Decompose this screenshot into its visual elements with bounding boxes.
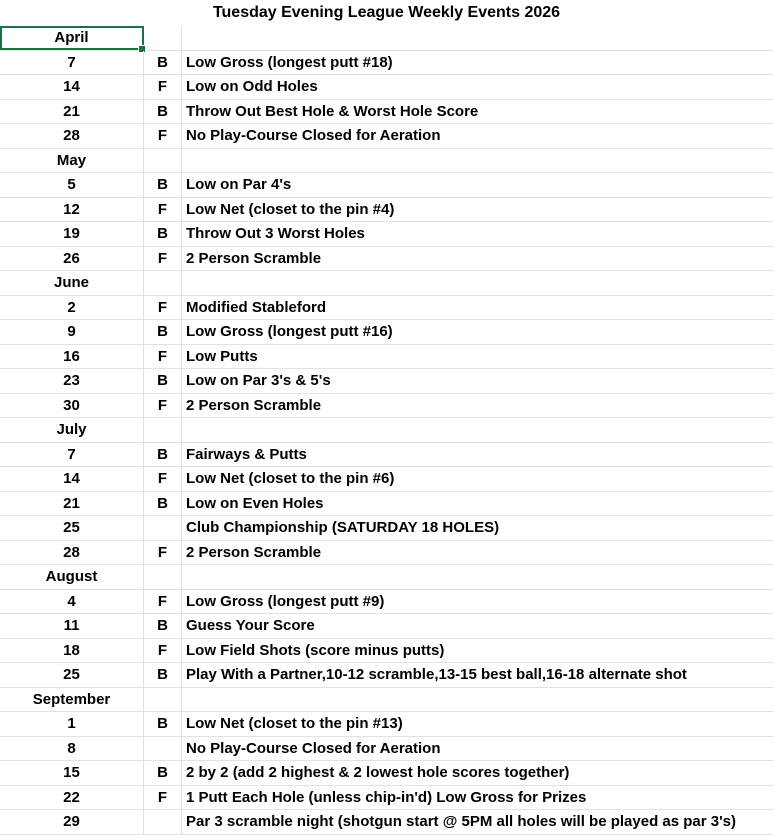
event-row	[0, 443, 773, 468]
front-back-cell[interactable]: B	[144, 100, 182, 124]
event-cell[interactable]: Low Net (closet to the pin #4)	[186, 200, 395, 218]
event-cell[interactable]: 2 Person Scramble	[186, 396, 322, 414]
date-cell[interactable]: 11	[0, 614, 144, 638]
event-cell[interactable]: 2 Person Scramble	[186, 543, 322, 561]
month-row	[0, 565, 773, 590]
event-row	[0, 369, 773, 394]
date-cell[interactable]: 5	[0, 173, 144, 197]
month-cell[interactable]: June	[0, 271, 144, 295]
front-back-cell[interactable]: F	[144, 467, 182, 491]
event-cell[interactable]: Low Gross (longest putt #9)	[186, 592, 385, 610]
event-row	[0, 737, 773, 762]
front-back-cell[interactable]	[144, 26, 182, 50]
date-cell[interactable]: 26	[0, 247, 144, 271]
front-back-cell[interactable]: F	[144, 786, 182, 810]
front-back-cell[interactable]	[144, 418, 182, 442]
month-row	[0, 688, 773, 713]
event-cell[interactable]: Low Gross (longest putt #18)	[186, 53, 393, 71]
front-back-cell[interactable]: B	[144, 712, 182, 736]
front-back-cell[interactable]: B	[144, 173, 182, 197]
front-back-cell[interactable]: F	[144, 124, 182, 148]
event-row	[0, 75, 773, 100]
date-cell[interactable]: 4	[0, 590, 144, 614]
event-row	[0, 590, 773, 615]
sheet-title[interactable]: Tuesday Evening League Weekly Events 2026	[212, 4, 561, 21]
front-back-cell[interactable]: F	[144, 590, 182, 614]
event-cell[interactable]: Low on Odd Holes	[186, 78, 318, 95]
event-row	[0, 467, 773, 492]
event-row	[0, 810, 773, 835]
event-cell[interactable]: Low on Par 3's & 5's	[186, 372, 331, 389]
front-back-cell[interactable]: F	[144, 345, 182, 369]
event-cell[interactable]: No Play-Course Closed for Aeration	[186, 739, 441, 757]
date-cell[interactable]: 25	[0, 663, 144, 687]
event-row	[0, 222, 773, 247]
front-back-cell[interactable]: B	[144, 663, 182, 687]
front-back-cell[interactable]: F	[144, 75, 182, 99]
event-row	[0, 51, 773, 76]
event-row	[0, 541, 773, 566]
date-cell[interactable]: 14	[0, 75, 144, 99]
month-cell[interactable]: September	[0, 688, 144, 712]
month-row	[0, 418, 773, 443]
event-cell[interactable]	[182, 271, 773, 295]
month-row	[0, 271, 773, 296]
month-row	[0, 26, 773, 51]
event-row	[0, 394, 773, 419]
event-cell[interactable]: 2 by 2 (add 2 highest & 2 lowest hole scores together)	[186, 764, 570, 781]
event-cell[interactable]: 2 Person Scramble	[186, 249, 322, 267]
event-cell[interactable]: Throw Out Best Hole & Worst Hole Score	[186, 102, 479, 120]
date-cell[interactable]: 9	[0, 320, 144, 344]
event-row	[0, 516, 773, 541]
event-row	[0, 296, 773, 321]
front-back-cell[interactable]	[144, 688, 182, 712]
event-cell[interactable]: Club Championship (SATURDAY 18 HOLES)	[186, 519, 500, 536]
event-cell[interactable]: Throw Out 3 Worst Holes	[186, 225, 365, 242]
front-back-cell[interactable]: B	[144, 222, 182, 246]
month-cell[interactable]: August	[0, 565, 144, 589]
date-cell[interactable]: 22	[0, 786, 144, 810]
event-cell[interactable]: Guess Your Score	[186, 617, 315, 634]
front-back-cell[interactable]: B	[144, 443, 182, 467]
front-back-cell[interactable]: B	[144, 761, 182, 785]
date-cell[interactable]: 21	[0, 492, 144, 516]
front-back-cell[interactable]	[144, 149, 182, 173]
front-back-cell[interactable]: B	[144, 51, 182, 75]
event-row	[0, 173, 773, 198]
month-row	[0, 149, 773, 174]
event-cell[interactable]: Low on Par 4's	[186, 176, 292, 193]
date-cell[interactable]: 19	[0, 222, 144, 246]
event-row	[0, 712, 773, 737]
front-back-cell[interactable]	[144, 271, 182, 295]
date-cell[interactable]: 28	[0, 541, 144, 565]
event-cell[interactable]	[182, 565, 773, 589]
front-back-cell[interactable]: B	[144, 369, 182, 393]
event-cell[interactable]: Low Gross (longest putt #16)	[186, 323, 393, 340]
front-back-cell[interactable]: F	[144, 296, 182, 320]
event-cell[interactable]: No Play-Course Closed for Aeration	[186, 127, 441, 144]
event-cell[interactable]: 1 Putt Each Hole (unless chip-in'd) Low Gross for Prizes	[186, 788, 587, 806]
event-row	[0, 345, 773, 370]
event-cell[interactable]: Fairways & Putts	[186, 445, 307, 463]
event-cell[interactable]	[182, 688, 773, 712]
event-row	[0, 761, 773, 786]
event-row	[0, 492, 773, 517]
month-cell[interactable]: May	[0, 149, 144, 173]
date-cell[interactable]: 18	[0, 639, 144, 663]
event-row	[0, 247, 773, 272]
date-cell[interactable]: 8	[0, 737, 144, 761]
date-cell[interactable]: 25	[0, 516, 144, 540]
front-back-cell[interactable]: F	[144, 198, 182, 222]
front-back-cell[interactable]: F	[144, 247, 182, 271]
event-row	[0, 198, 773, 223]
event-row	[0, 320, 773, 345]
date-cell[interactable]: 14	[0, 467, 144, 491]
front-back-cell[interactable]	[144, 565, 182, 589]
event-row	[0, 100, 773, 125]
front-back-cell[interactable]: B	[144, 492, 182, 516]
event-cell[interactable]: Low Field Shots (score minus putts)	[186, 641, 445, 659]
date-cell[interactable]: 7	[0, 443, 144, 467]
front-back-cell[interactable]	[144, 737, 182, 761]
event-row	[0, 614, 773, 639]
event-cell[interactable]	[182, 26, 773, 50]
event-cell[interactable]: Par 3 scramble night (shotgun start @ 5PM all holes will be played as par 3's)	[186, 813, 737, 830]
month-cell[interactable]: July	[0, 418, 144, 442]
date-cell[interactable]: 12	[0, 198, 144, 222]
front-back-cell[interactable]: F	[144, 541, 182, 565]
date-cell[interactable]: 2	[0, 296, 144, 320]
front-back-cell[interactable]: F	[144, 394, 182, 418]
date-cell[interactable]: 29	[0, 810, 144, 834]
date-cell[interactable]: 7	[0, 51, 144, 75]
event-row	[0, 639, 773, 664]
date-cell[interactable]: 21	[0, 100, 144, 124]
front-back-cell[interactable]	[144, 810, 182, 834]
front-back-cell[interactable]: B	[144, 320, 182, 344]
month-cell[interactable]: April	[0, 26, 144, 50]
event-row	[0, 124, 773, 149]
front-back-cell[interactable]	[144, 516, 182, 540]
event-cell[interactable]: Low Putts	[186, 347, 258, 365]
date-cell[interactable]: 1	[0, 712, 144, 736]
date-cell[interactable]: 15	[0, 761, 144, 785]
event-cell[interactable]: Play With a Partner,10-12 scramble,13-15 best ball,16-18 alternate shot	[186, 666, 687, 683]
date-cell[interactable]: 16	[0, 345, 144, 369]
event-cell[interactable]	[182, 418, 773, 442]
front-back-cell[interactable]: B	[144, 614, 182, 638]
event-row	[0, 663, 773, 688]
front-back-cell[interactable]: F	[144, 639, 182, 663]
date-cell[interactable]: 23	[0, 369, 144, 393]
event-cell[interactable]: Modified Stableford	[186, 298, 326, 316]
event-cell[interactable]: Low Net (closet to the pin #13)	[186, 715, 403, 732]
event-cell[interactable]: Low Net (closet to the pin #6)	[186, 470, 395, 487]
event-cell[interactable]	[182, 149, 773, 173]
date-cell[interactable]: 30	[0, 394, 144, 418]
date-cell[interactable]: 28	[0, 124, 144, 148]
event-cell[interactable]: Low on Even Holes	[186, 494, 324, 512]
event-row	[0, 786, 773, 811]
